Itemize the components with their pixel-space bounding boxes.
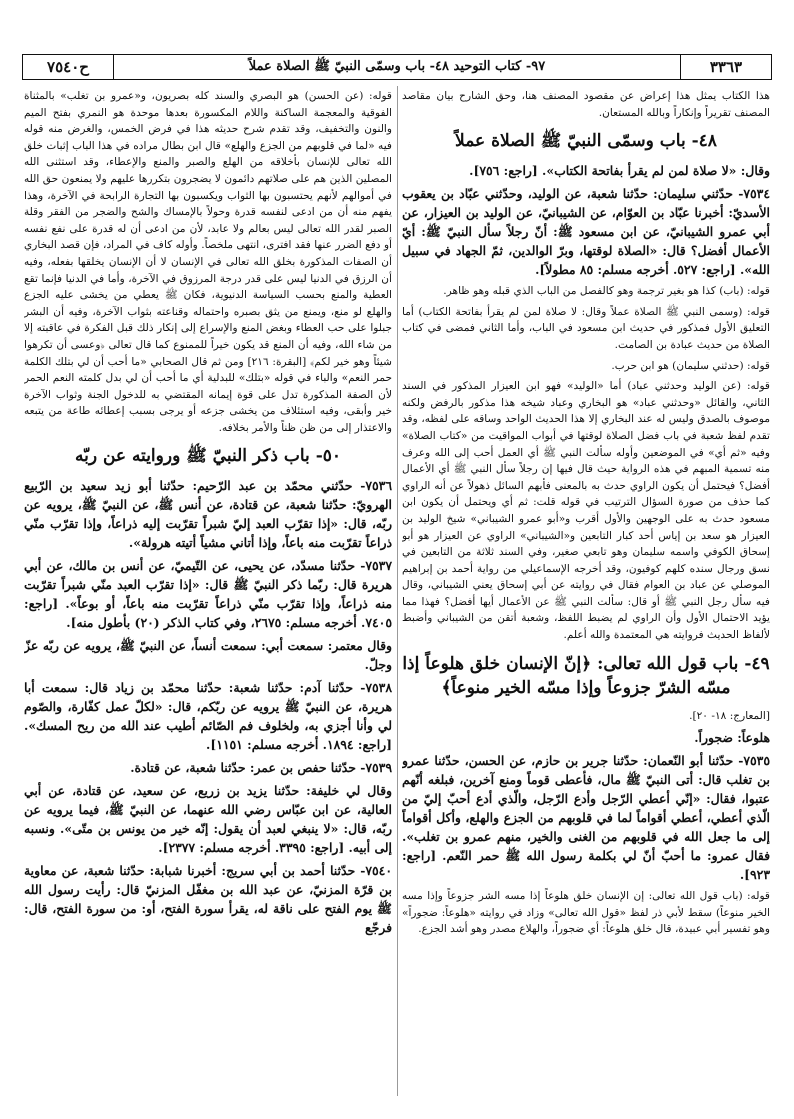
page-number: ٣٣٦٣ xyxy=(709,58,743,76)
commentary-2: قوله: (وسمى النبي ﷺ الصلاة عملاً وقال: لا صلاة لمن لم يقرأ بفاتحة الكتاب) أما التعليق الأول فمذكور في حديث ابن مسعود في الباب، وأما الثاني فمضى في كتاب الصلاة من حديث عبادة بن الصامت. xyxy=(402,305,770,351)
running-title: ٩٧- كتاب التوحيد ٤٨- باب وسمّى النبيّ ﷺ الصلاة عملاً xyxy=(113,55,681,79)
left-column xyxy=(24,88,392,1098)
commentary-4: قوله: (عن الوليد وحدثني عباد) أما «الوليد» فهو ابن العيزار المذكور في السند الثاني، والقائل «وحدثني عباد» هو البخاري وعباد شيخه هذا مذكور بالرفض ولكنه موصوف بالصدق وليس له عند البخاري إلا هذا الحديث الواحد وساقه على لفظه، وقد تقدم لفظ شعبة في باب فضل الصلاة لوقتها في أبواب المواقيت من «كتاب الصلاة» وفيه «ثم أي» في الموضعين وأوله سألت النبي ﷺ أي العمل أحب إلى الله وعرف منه تسمية المبهم في هذه الرواية حيث قال فيها إن رجلاً سأل النبي ﷺ أي الأعمال أفضل؟ فيحتمل أن يكون الراوي حدث به بالمعنى فأبهم السائل ذهولاً عن أنه الراوي كما حذف من صورة السؤال الترتيب في قوله قلت: ثم أي ويحتمل أن يكون ابن مسعود حدث به على الوجهين والأول أقرب و«أبو عمرو الشيباني» شيخ الوليد بن العيزار هو سعد بن إياس أحد كبار التابعين و«الشيباني» الراوي عن العيزار هو أبو إسحاق الكوفي واسمه سليمان وهو تابعي صغير، وفي السند ثلاثة من التابعين في نسق ورجال سنده كلهم كوفيون، وقد أخرجه الإسماعيلي من رواية أحمد بن إبراهيم الموصلي عن عباد بن العوام فقال في روايته عن أبي إسحاق يعني الشيباني، وقال فيه سأل رجل النبي ﷺ أو قال: سألت النبي ﷺ عن الأعمال أيها أفضل؟ فهذا مما يؤيد الاحتمال الأول وأن الراوي لم يضبط اللفظ، وشعبة أتقن من الشيباني وأضبط لألفاظ الحديث فروايته هي المعتمدة والله أعلم. xyxy=(402,380,770,642)
section-48-line: وقال: «لا صلاة لمن لم يقرأ بفاتحة الكتاب». [راجع: ٧٥٦]. xyxy=(469,163,770,179)
hadith-7537: ٧٥٣٧- حدّثنا مسدّد، عن يحيى، عن التّيميّ، عن أنس بن مالك، عن أبي هريرة قال: ربّما ذكر النبيّ ﷺ قال: «إذا تقرّب العبد منّي شبراً تقرّبت منه ذراعاً، وإذا تقرّب منّي ذراعاً تقرّبت منه باعاً، أو بوعاً». [راجع: ٧٤٠٥. أخرجه مسلم: ٢٦٧٥، وفي كتاب الذكر (٢٠) بأطول منه]. xyxy=(24,558,392,631)
section-50-title: ٥٠- باب ذكر النبيّ ﷺ وروايته عن ربّه xyxy=(74,446,342,467)
section-49-word: هلوعاً: ضجوراً. xyxy=(694,730,770,746)
commentary-3: قوله: (حدثني سليمان) هو ابن حرب. xyxy=(611,359,770,372)
commentary-top: قوله: (عن الحسن) هو البصري والسند كله بصريون، و«عمرو بن تغلب» بالمثناة الفوقية والمعجمة الساكنة واللام المكسورة بعدها موحدة هو النمري بفتح الميم والنون والتخفيف، وقد تقدم شرح حديثه هذا في فرض الخمس، والغرض منه قوله فيه «لما في قلوبهم من الجزع والهلع» قال ابن بطال مراده في هذا الباب إثبات خلق الله تعالى للإنسان بأخلاقه من الهلع والصبر والمنع والإعطاء، وقد استثنى الله المصلين الذين هم على صلاتهم دائمون لا يضجرون بتكررها عليهم ولا يمنعون حق الله في أموالهم لأنهم يحتسبون بها الثواب ويكسبون بها التجارة الرابحة في الآخرة، وهذا يفهم منه أن من ادعى لنفسه قدرة وحولاً بالإمساك والشح والضجر من الفقر وقلة الصبر لقدر الله تعالى ليس بعالم ولا عابد، لأن من ادعى أن له قدرة على نفع نفسه أو دفع الضرر عنها فقد افترى، انتهى ملخصاً. وأوله كاف في المراد، فإن قصد البخاري أن الصفات المذكورة بخلق الله تعالى في الإنسان لا أن الإنسان يخلقها بفعله، وفيه أن الرزق في الدنيا ليس على قدر درجة المرزوق في الآخرة، وأما في الدنيا فإنما تقع العطية والمنع بحسب السياسة الدنيوية، فكان ﷺ يعطي من يخشى عليه الجزع والهلع لو منع، ويمنع من يثق بصبره واحتماله وقناعته بثواب الآخرة، وفيه أن البشر جبلوا على حب العطاء وبغض المنع والإسراع إلى إنكار ذلك قبل الفكرة في عاقبته إلا من شاء الله، وفيه أن المنع قد يكون خيراً للممنوع كما قال تعالى ﴿وعسى أن تكرهوا شيئاً وهو خير لكم﴾ [البقرة: ٢١٦] ومن ثم قال الصحابي «ما أحب أن لي بتلك الكلمة حمر النعم» والباء في قوله «بتلك» للبدلية أي ما أحب أن لي بدل كلمته النعم الحمر لأن الصفة المذكورة تدل على قوة إيمانه المقتضي به للدخول الجنة وثواب الآخرة خير وأبقى، وفيه استئلاف من يخشى جزعه أو يرجى بسبب إعطائه طاعة من يتبعه والاعتذار إلى من ظن ظناً والأمر بخلافه. xyxy=(24,90,392,434)
hadith-7538: ٧٥٣٨- حدّثنا آدم: حدّثنا شعبة: حدّثنا محمّد بن زياد قال: سمعت أبا هريرة، عن النبيّ ﷺ يرويه عن ربّكم، قال: «لكلّ عمل كفّارة، والصّوم لي وأنا أجزي به، ولخلوف فم الصّائم أطيب عند الله من ريح المسك». [راجع: ١٨٩٤. أخرجه مسلم: ١١٥١]. xyxy=(24,680,392,753)
page-header xyxy=(22,54,772,80)
commentary-1: قوله: (باب) كذا هو بغير ترجمة وهو كالفصل من الباب الذي قبله وهو ظاهر. xyxy=(443,285,770,298)
column-divider xyxy=(397,86,398,1096)
commentary-5: قوله: (باب قول الله تعالى: إن الإنسان خلق هلوعاً إذا مسه الشر جزوعاً وإذا مسه الخير منوعاً) سقط لأبي ذر لفظ «قول الله تعالى» وزاد في روايته «هلوعاً: ضجوراً» وهو تفسير أبي عبيدة، قال خلق هلوعاً: أي ضجوراً، والهلاع مصدر وهو أشد الجزع. xyxy=(402,890,770,936)
mutamir-narration: وقال معتمر: سمعت أبي: سمعت أنساً، عن النبيّ ﷺ، يرويه عن ربّه عزّ وجلّ. xyxy=(24,638,392,673)
hadith-7534: ٧٥٣٤- حدّثني سليمان: حدّثنا شعبة، عن الوليد، وحدّثني عبّاد بن يعقوب الأسديّ: أخبرنا عبّاد بن العوّام، عن الشيبانيّ، عن الوليد بن العيزار، عن أبي عمرو الشيبانيّ، عن ابن مسعود ﷺ: أنّ رجلاً سأل النبيّ ﷺ: أيّ الأعمال أفضل؟ قال: «الصلاة لوقتها، وبرّ الوالدين، ثمّ الجهاد في سبيل الله». [راجع: ٥٢٧. أخرجه مسلم: ٨٥ مطولاً]. xyxy=(402,186,770,278)
hadith-7539: ٧٥٣٩- حدّثنا حفص بن عمر: حدّثنا شعبة، عن قتادة. xyxy=(130,760,392,776)
right-column xyxy=(402,88,770,1098)
section-49-title: ٤٩- باب قول الله تعالى: ﴿إنّ الإنسان خلق هلوعاً إذا مسّه الشرّ جزوعاً وإذا مسّه الخير منوعاً﴾ xyxy=(402,653,770,698)
hadith-range: ح٧٥٤٠ xyxy=(47,58,89,76)
hadith-7536: ٧٥٣٦- حدّثني محمّد بن عبد الرّحيم: حدّثنا أبو زيد سعيد بن الرّبيع الهرويّ: حدّثنا شعبة، عن قتادة، عن أنس ﷺ، عن النبيّ ﷺ، يرويه عن ربّه، قال: «إذا تقرّب العبد إليّ شبراً تقرّبت إليه ذراعاً، وإذا تقرّب منّي ذراعاً تقرّبت منه باعاً، وإذا أتاني مشياً أتيته هرولة». xyxy=(24,478,392,551)
khalifa-narration: وقال لي خليفة: حدّثنا يزيد بن زريع، عن سعيد، عن قتادة، عن أبي العالية، عن ابن عبّاس رضي الله عنهما، عن النبيّ ﷺ، فيما يرويه عن ربّه، قال: «لا ينبغي لعبد أن يقول: إنّه خير من يونس بن متّى». ونسبه إلى أبيه. [راجع: ٣٣٩٥. أخرجه مسلم: ٢٣٧٧]. xyxy=(24,783,392,856)
section-49-ref: [المعارج: ١٨- ٢٠]. xyxy=(689,709,770,722)
section-48-title: ٤٨- باب وسمّى النبيّ ﷺ الصلاة عملاً xyxy=(455,131,717,152)
hadith-7540: ٧٥٤٠- حدّثنا أحمد بن أبي سريج: أخبرنا شبابة: حدّثنا شعبة، عن معاوية بن قرّة المزنيّ، عن عبد الله بن مغفّل المزنيّ قال: رأيت رسول الله ﷺ يوم الفتح على ناقة له، يقرأ سورة الفتح، أو: من سورة الفتح، قال: فرجّع xyxy=(24,863,392,936)
intro-text: هذا الكتاب يمثل هذا إعراض عن مقصود المصنف هنا، وحق الشارح بيان مقاصد المصنف تقريراً وإنكاراً وبالله المستعان. xyxy=(402,90,770,119)
hadith-7535: ٧٥٣٥- حدّثنا أبو النّعمان: حدّثنا جرير بن حازم، عن الحسن، حدّثنا عمرو بن تغلب قال: أتى النبيّ ﷺ مال، فأعطى قوماً ومنع آخرين، فبلغه أنّهم عتبوا، فقال: «إنّي أعطي الرّجل وأدع الرّجل، والّذي أدع أحبّ إليّ من الّذي أعطي، أعطي أقواماً لما في قلوبهم من الجزع والهلع، وأكل أقواماً إلى ما جعل الله في قلوبهم من الغنى والخير، منهم عمرو بن تغلب». فقال عمرو: ما أحبّ أنّ لي بكلمة رسول الله ﷺ حمر النّعم. [راجع: ٩٢٣]. xyxy=(402,753,770,883)
